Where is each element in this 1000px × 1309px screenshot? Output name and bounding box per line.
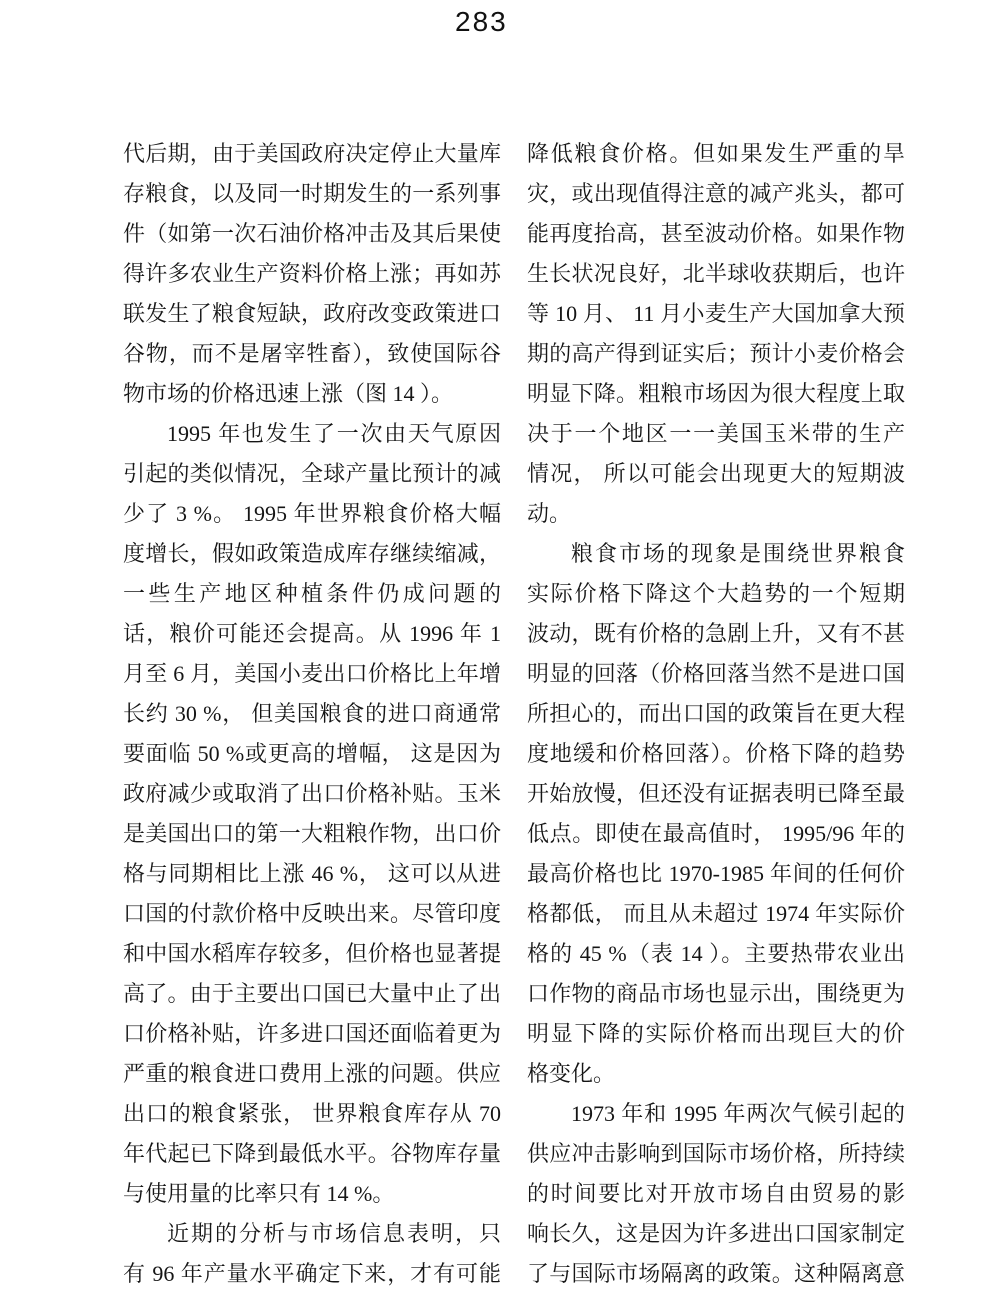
text-line: 少了 3 %。 1995 年世界粮食价格大幅 — [123, 501, 501, 526]
text-line: 开始放慢，但还没有证据表明已降至最 — [527, 781, 905, 806]
right-column — [527, 134, 905, 1294]
text-columns — [123, 134, 905, 1294]
text-line: 1973 年和 1995 年两次气候引起的 — [571, 1101, 905, 1126]
left-column — [123, 134, 501, 1294]
text-line: 有 96 年产量水平确定下来，才有可能 — [123, 1261, 501, 1286]
text-line: 情况， 所以可能会出现更大的短期波 — [527, 461, 905, 486]
text-line: 灾，或出现值得注意的减产兆头，都可 — [527, 181, 905, 206]
text-line: 长约 30 %， 但美国粮食的进口商通常 — [123, 701, 501, 726]
text-line: 话，粮价可能还会提高。从 1996 年 1 — [123, 621, 501, 646]
text-line: 得许多农业生产资料价格上涨；再如苏 — [123, 261, 501, 286]
text-line: 近期的分析与市场信息表明，只 — [167, 1221, 501, 1246]
text-line: 要面临 50 %或更高的增幅， 这是因为 — [123, 741, 501, 766]
text-line: 期的高产得到证实后；预计小麦价格会 — [527, 341, 905, 366]
text-line: 决于一个地区一一美国玉米带的生产 — [527, 421, 905, 446]
text-line: 低点。即使在最高值时， 1995/96 年的 — [527, 821, 905, 846]
text-line: 代后期，由于美国政府决定停止大量库 — [123, 141, 501, 166]
text-line: 政府减少或取消了出口价格补贴。玉米 — [123, 781, 501, 806]
text-line: 的时间要比对开放市场自由贸易的影 — [527, 1181, 905, 1206]
page-number: 283 — [455, 6, 508, 37]
text-line: 物市场的价格迅速上涨（图 14 ）。 — [123, 381, 454, 406]
text-line: 高了。由于主要出口国已大量中止了出 — [123, 981, 501, 1006]
text-line: 口作物的商品市场也显示出，围绕更为 — [527, 981, 905, 1006]
text-line: 一些生产地区种植条件仍成问题的 — [123, 581, 501, 606]
text-line: 响长久，这是因为许多进出口国家制定 — [527, 1221, 905, 1246]
text-line: 格变化。 — [527, 1061, 616, 1086]
text-line: 件（如第一次石油价格冲击及其后果使 — [123, 221, 501, 246]
text-line: 动。 — [527, 501, 572, 526]
text-line: 存粮食，以及同一时期发生的一系列事 — [123, 181, 501, 206]
text-line: 粮食市场的现象是围绕世界粮食 — [571, 541, 905, 566]
text-line: 月至 6 月，美国小麦出口价格比上年增 — [123, 661, 501, 686]
text-line: 了与国际市场隔离的政策。这种隔离意 — [527, 1261, 905, 1286]
text-line: 等 10 月、 11 月小麦生产大国加拿大预 — [527, 301, 905, 326]
text-line: 引起的类似情况，全球产量比预计的减 — [123, 461, 501, 486]
text-line: 度增长，假如政策造成库存继续缩减， — [123, 541, 501, 566]
text-line: 降低粮食价格。但如果发生严重的旱 — [527, 141, 905, 166]
text-line: 生长状况良好，北半球收获期后，也许 — [527, 261, 905, 286]
text-line: 实际价格下降这个大趋势的一个短期 — [527, 581, 905, 606]
text-line: 格都低， 而且从未超过 1974 年实际价 — [527, 901, 905, 926]
text-line: 1995 年也发生了一次由天气原因 — [167, 421, 501, 446]
text-line: 谷物，而不是屠宰牲畜），致使国际谷 — [123, 341, 501, 366]
text-line: 明显下降的实际价格而出现巨大的价 — [527, 1021, 905, 1046]
text-line: 年代起已下降到最低水平。谷物库存量 — [123, 1141, 501, 1166]
text-line: 出口的粮食紧张， 世界粮食库存从 70 — [123, 1101, 501, 1126]
text-line: 严重的粮食进口费用上涨的问题。供应 — [123, 1061, 501, 1086]
text-line: 度地缓和价格回落）。价格下降的趋势 — [527, 741, 905, 766]
text-line: 联发生了粮食短缺，政府改变政策进口 — [123, 301, 501, 326]
text-line: 波动，既有价格的急剧上升，又有不甚 — [527, 621, 905, 646]
text-line: 口国的付款价格中反映出来。尽管印度 — [123, 901, 501, 926]
text-line: 所担心的，而出口国的政策旨在更大程 — [527, 701, 905, 726]
text-line: 最高价格也比 1970-1985 年间的任何价 — [527, 861, 905, 886]
text-line: 与使用量的比率只有 14 %。 — [123, 1181, 395, 1206]
text-line: 明显的回落（价格回落当然不是进口国 — [527, 661, 905, 686]
text-line: 明显下降。粗粮市场因为很大程度上取 — [527, 381, 905, 406]
text-line: 供应冲击影响到国际市场价格，所持续 — [527, 1141, 905, 1166]
text-line: 能再度抬高，甚至波动价格。如果作物 — [527, 221, 905, 246]
text-line: 是美国出口的第一大粗粮作物，出口价 — [123, 821, 501, 846]
text-line: 和中国水稻库存较多，但价格也显著提 — [123, 941, 501, 966]
text-line: 口价格补贴，许多进口国还面临着更为 — [123, 1021, 501, 1046]
text-line: 格的 45 %（表 14 ）。主要热带农业出 — [527, 941, 905, 966]
text-line: 格与同期相比上涨 46 %， 这可以从进 — [123, 861, 501, 886]
